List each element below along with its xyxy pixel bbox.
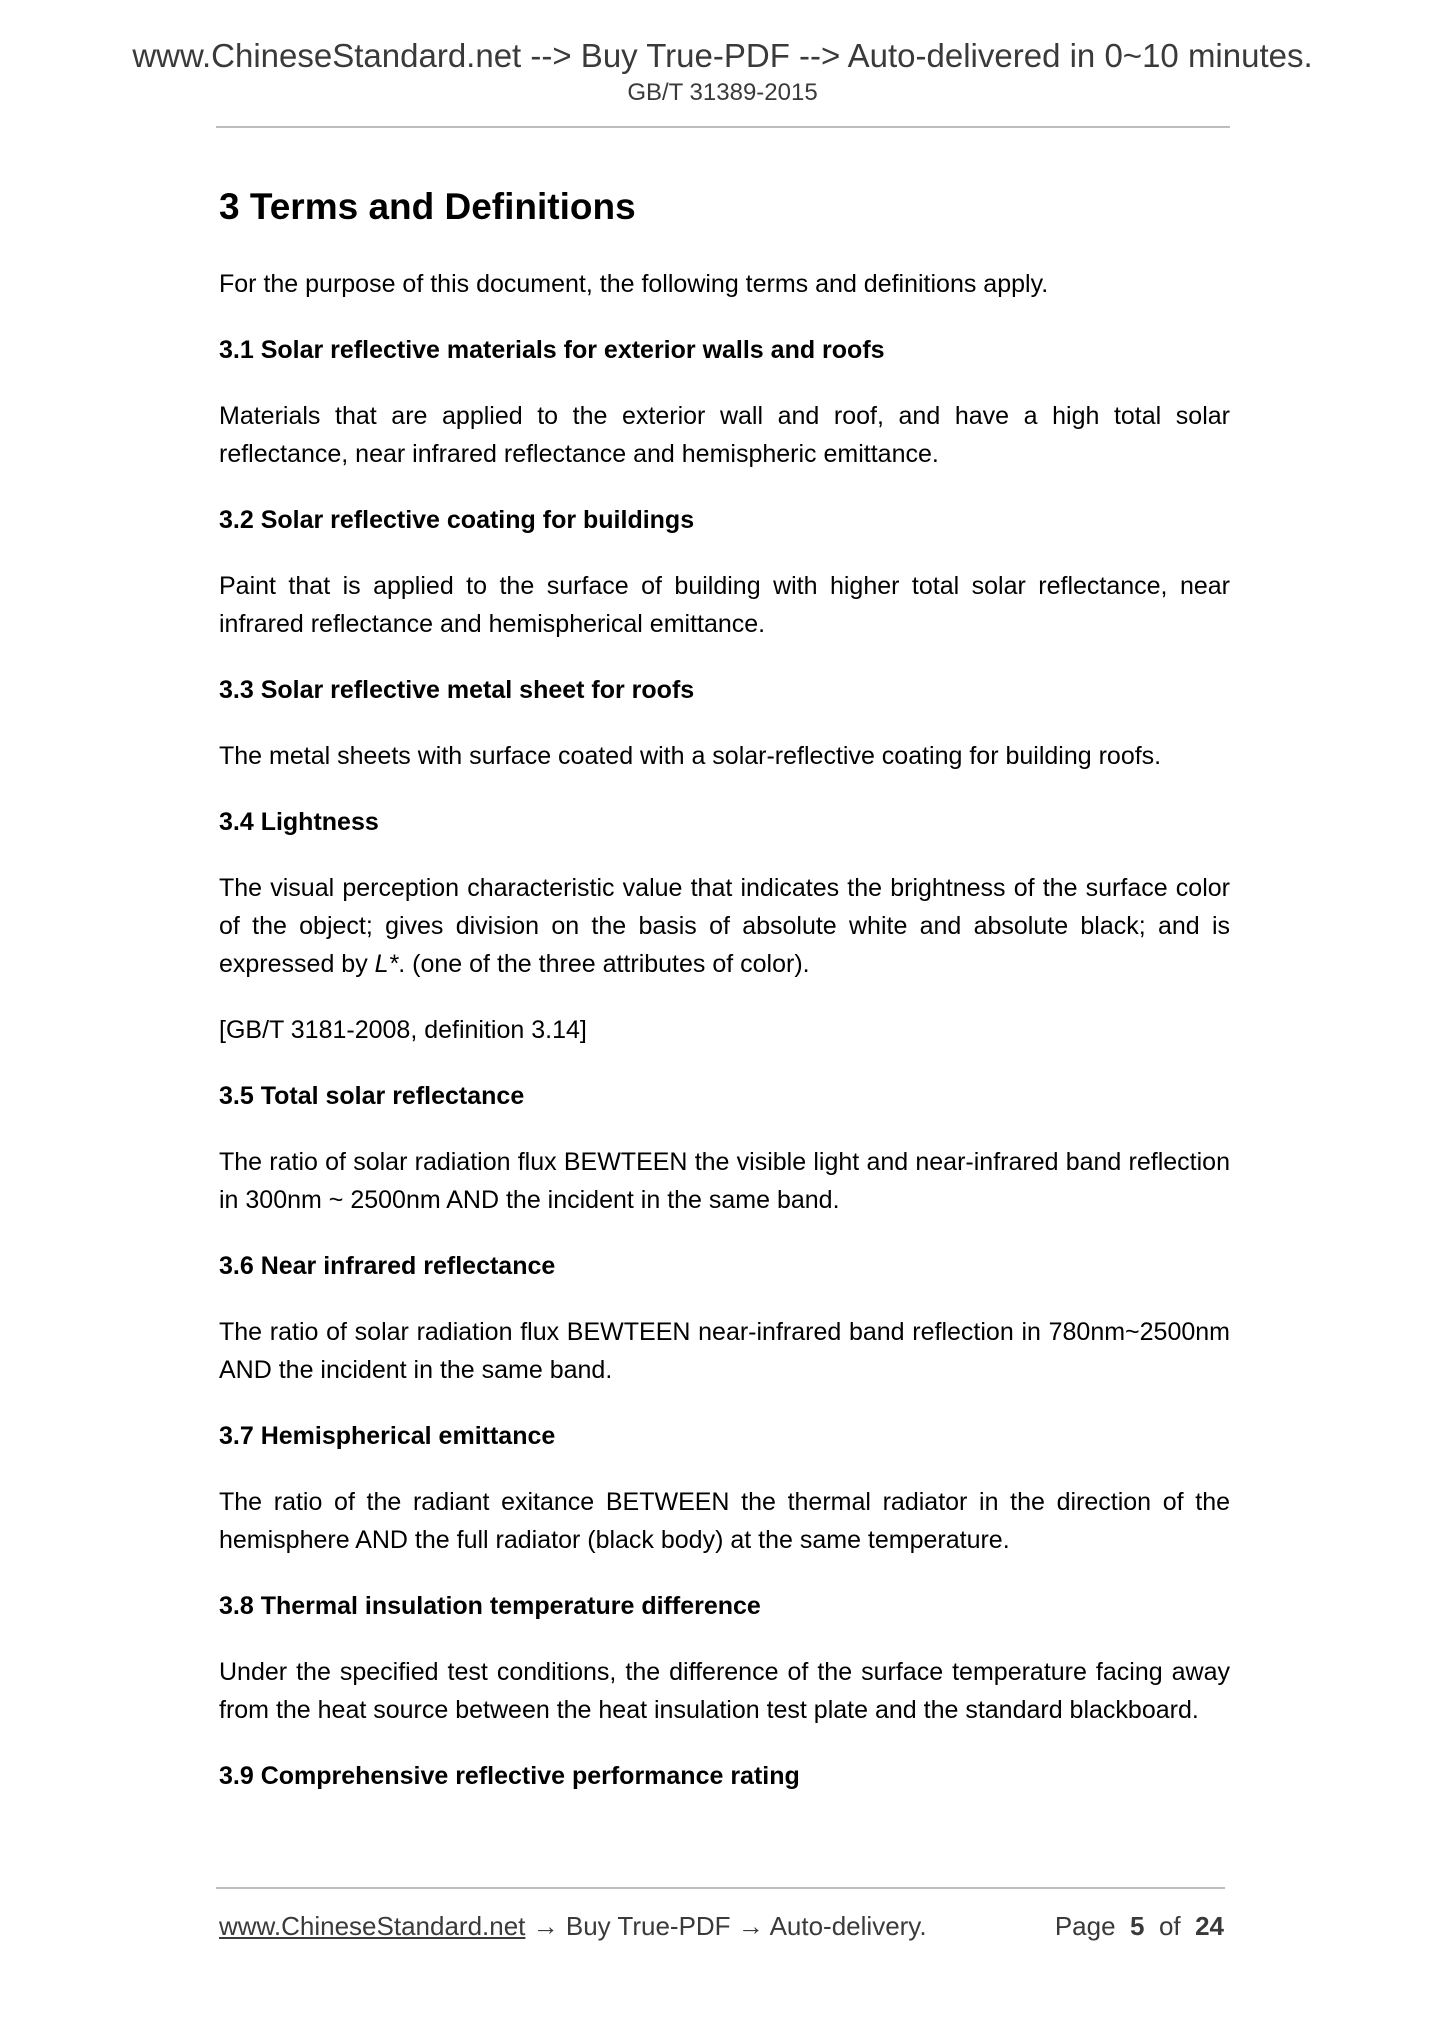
page-indicator <box>1055 1908 1224 1944</box>
page-number: 5 <box>1130 1911 1145 1941</box>
main-content <box>219 183 1230 1795</box>
term-reference-3-4: [GB/T 3181-2008, definition 3.14] <box>219 1016 587 1044</box>
term-heading-3-8: 3.8 Thermal insulation temperature difference <box>219 1592 761 1620</box>
footer-site-link[interactable]: www.ChineseStandard.net <box>219 1911 526 1941</box>
term-heading-3-9: 3.9 Comprehensive reflective performance rating <box>219 1762 800 1790</box>
definition-text-before: The visual perception characteristic value that indicates the brightness of the surface color of the object; gives division on the basis of absolute white and absolute black; and is expressed by <box>219 874 1230 978</box>
lightness-symbol: L* <box>374 950 399 978</box>
term-definition-3-7: The ratio of the radiant exitance BETWEEN the thermal radiator in the direction of the hemisphere AND the full radiator (black body) at the same temperature. <box>219 1488 1230 1554</box>
term-definition-3-4 <box>219 869 1230 983</box>
term-definition-3-5: The ratio of solar radiation flux BEWTEEN the visible light and near-infrared band reflection in 300nm ~ 2500nm AND the incident in the same band. <box>219 1148 1230 1214</box>
term-heading-3-4: 3.4 Lightness <box>219 808 379 836</box>
header-divider <box>216 126 1230 128</box>
definition-text-after: . (one of the three attributes of color). <box>398 950 810 978</box>
term-definition-3-2: Paint that is applied to the surface of building with higher total solar reflectance, near infrared reflectance and hemispherical emittance. <box>219 572 1230 638</box>
page-total: 24 <box>1195 1911 1224 1941</box>
term-definition-3-6: The ratio of solar radiation flux BEWTEEN near-infrared band reflection in 780nm~2500nm AND the incident in the same band. <box>219 1318 1230 1384</box>
term-heading-3-6: 3.6 Near infrared reflectance <box>219 1252 556 1280</box>
of-word: of <box>1158 1911 1181 1941</box>
section-intro: For the purpose of this document, the following terms and definitions apply. <box>219 270 1049 298</box>
footer-promo <box>219 1908 927 1944</box>
term-definition-3-8: Under the specified test conditions, the difference of the surface temperature facing away from the heat source between the heat insulation test plate and the standard blackboard. <box>219 1658 1230 1724</box>
term-definition-3-3: The metal sheets with surface coated with a solar-reflective coating for building roofs. <box>219 742 1162 770</box>
page-word: Page <box>1054 1911 1116 1941</box>
term-heading-3-3: 3.3 Solar reflective metal sheet for roofs <box>219 676 695 704</box>
term-definition-3-1: Materials that are applied to the exterior wall and roof, and have a high total solar reflectance, near infrared reflectance and hemispheric emittance. <box>219 402 1230 468</box>
document-code: GB/T 31389-2015 <box>627 79 818 106</box>
term-heading-3-7: 3.7 Hemispherical emittance <box>219 1422 556 1450</box>
footer-promo-text: → Buy True-PDF → Auto-delivery. <box>525 1911 927 1941</box>
term-heading-3-1: 3.1 Solar reflective materials for exterior walls and roofs <box>219 336 885 364</box>
term-heading-3-2: 3.2 Solar reflective coating for buildings <box>219 506 695 534</box>
section-title: 3 Terms and Definitions <box>219 186 636 227</box>
footer-divider <box>216 1887 1225 1889</box>
header-banner: www.ChineseStandard.net --> Buy True-PDF --> Auto-delivered in 0~10 minutes. <box>132 37 1313 74</box>
term-heading-3-5: 3.5 Total solar reflectance <box>219 1082 525 1110</box>
